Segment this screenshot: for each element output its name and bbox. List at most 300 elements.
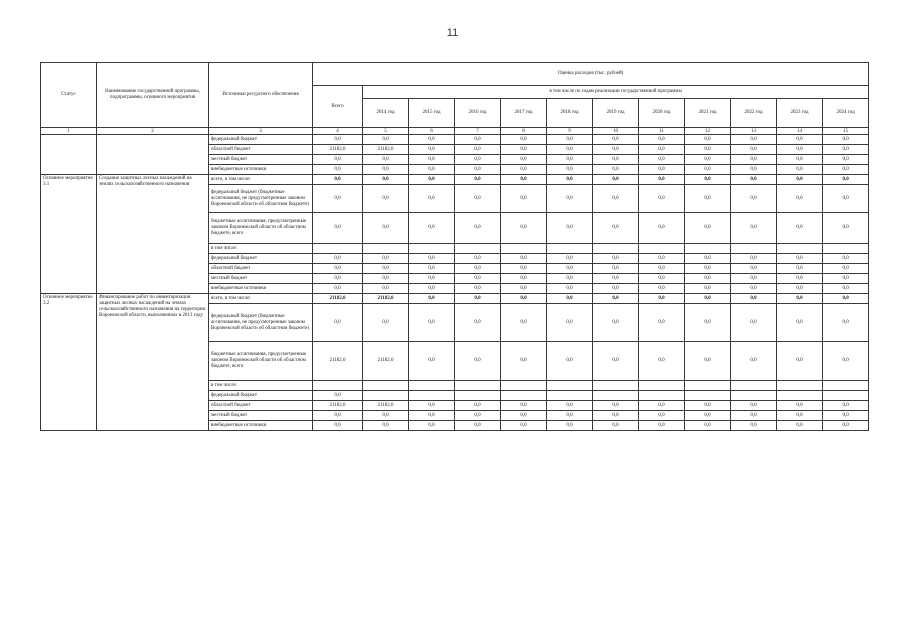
value-cell: 0,0 <box>501 401 547 411</box>
value-cell: 0,0 <box>823 155 869 165</box>
header-year: 2015 год <box>409 99 455 128</box>
value-cell: 0,0 <box>639 421 685 431</box>
value-cell: 0,0 <box>455 274 501 284</box>
value-cell: 0,0 <box>313 264 363 274</box>
value-cell: 0,0 <box>593 155 639 165</box>
value-cell <box>685 244 731 254</box>
value-cell: 0,0 <box>593 145 639 155</box>
value-cell: 0,0 <box>409 155 455 165</box>
value-cell: 0,0 <box>409 254 455 264</box>
source-cell: областной бюджет <box>209 401 313 411</box>
value-cell: 21182,0 <box>313 145 363 155</box>
value-cell: 0,0 <box>593 175 639 185</box>
value-cell: 0,0 <box>685 155 731 165</box>
value-cell: 0,0 <box>639 264 685 274</box>
value-cell: 0,0 <box>409 213 455 244</box>
value-cell: 0,0 <box>501 254 547 264</box>
value-cell: 0,0 <box>777 185 823 213</box>
value-cell: 0,0 <box>685 274 731 284</box>
value-cell: 0,0 <box>639 294 685 304</box>
table-row <box>41 294 869 304</box>
value-cell <box>639 381 685 391</box>
value-cell: 0,0 <box>363 213 409 244</box>
value-cell: 0,0 <box>823 421 869 431</box>
value-cell: 0,0 <box>777 175 823 185</box>
value-cell: 0,0 <box>823 145 869 155</box>
value-cell: 0,0 <box>501 304 547 342</box>
value-cell: 0,0 <box>313 213 363 244</box>
value-cell: 0,0 <box>823 284 869 294</box>
value-cell: 0,0 <box>823 304 869 342</box>
value-cell <box>823 391 869 401</box>
value-cell: 0,0 <box>455 213 501 244</box>
value-cell: 0,0 <box>501 421 547 431</box>
value-cell: 0,0 <box>593 284 639 294</box>
value-cell: 0,0 <box>823 264 869 274</box>
value-cell <box>313 244 363 254</box>
program-name-cell: Финансирование работ по инвентаризации защитных лесных насаждений на землях сельскохозяйственного назначения на территории Воронежской области, выполненных в 2013 году <box>97 294 209 431</box>
source-cell: в том числе: <box>209 244 313 254</box>
source-cell: внебюджетные источники <box>209 165 313 175</box>
value-cell: 0,0 <box>685 165 731 175</box>
value-cell <box>547 381 593 391</box>
value-cell <box>409 381 455 391</box>
value-cell: 0,0 <box>731 421 777 431</box>
value-cell <box>547 391 593 401</box>
source-cell: федеральный бюджет (бюджетные ассигнования, не предусмотренные законом Воронежской области об областном бюджете) <box>209 304 313 342</box>
value-cell <box>593 391 639 401</box>
column-number: 7 <box>455 128 501 135</box>
header-source: Источники ресурсного обеспечения <box>209 63 313 128</box>
value-cell: 0,0 <box>639 254 685 264</box>
value-cell: 0,0 <box>363 165 409 175</box>
value-cell <box>547 244 593 254</box>
value-cell: 0,0 <box>501 411 547 421</box>
value-cell: 0,0 <box>593 401 639 411</box>
value-cell <box>639 244 685 254</box>
value-cell: 0,0 <box>823 135 869 145</box>
header-year: 2014 год <box>363 99 409 128</box>
value-cell: 0,0 <box>455 284 501 294</box>
value-cell: 0,0 <box>313 284 363 294</box>
value-cell <box>501 381 547 391</box>
value-cell: 0,0 <box>777 165 823 175</box>
value-cell: 0,0 <box>593 165 639 175</box>
value-cell: 0,0 <box>639 145 685 155</box>
value-cell: 0,0 <box>363 264 409 274</box>
value-cell: 0,0 <box>547 342 593 381</box>
value-cell: 0,0 <box>639 213 685 244</box>
column-number: 4 <box>313 128 363 135</box>
value-cell: 0,0 <box>685 284 731 294</box>
value-cell: 0,0 <box>313 304 363 342</box>
header-year: 2024 год <box>823 99 869 128</box>
value-cell: 0,0 <box>547 135 593 145</box>
value-cell: 0,0 <box>777 155 823 165</box>
value-cell: 0,0 <box>363 185 409 213</box>
value-cell: 0,0 <box>593 213 639 244</box>
source-cell: федеральный бюджет <box>209 254 313 264</box>
value-cell: 0,0 <box>639 185 685 213</box>
value-cell <box>685 381 731 391</box>
value-cell: 0,0 <box>363 135 409 145</box>
value-cell: 0,0 <box>547 411 593 421</box>
header-year: 2020 год <box>639 99 685 128</box>
value-cell: 0,0 <box>547 264 593 274</box>
column-number: 6 <box>409 128 455 135</box>
value-cell: 21182,0 <box>363 145 409 155</box>
value-cell: 0,0 <box>639 274 685 284</box>
value-cell: 0,0 <box>501 155 547 165</box>
value-cell: 0,0 <box>547 185 593 213</box>
value-cell <box>685 391 731 401</box>
value-cell: 0,0 <box>777 421 823 431</box>
value-cell: 0,0 <box>547 213 593 244</box>
source-cell: федеральный бюджет <box>209 135 313 145</box>
value-cell: 0,0 <box>547 294 593 304</box>
value-cell: 0,0 <box>639 342 685 381</box>
program-name-cell: Создание защитных лесных насаждений на землях сельскохозяйственного назначения <box>97 175 209 294</box>
value-cell: 0,0 <box>455 264 501 274</box>
value-cell: 0,0 <box>409 304 455 342</box>
program-name-cell <box>97 135 209 175</box>
value-cell: 0,0 <box>777 411 823 421</box>
value-cell <box>777 381 823 391</box>
value-cell: 0,0 <box>501 274 547 284</box>
value-cell: 0,0 <box>409 264 455 274</box>
value-cell: 0,0 <box>731 264 777 274</box>
value-cell: 0,0 <box>639 155 685 165</box>
value-cell: 0,0 <box>777 254 823 264</box>
value-cell: 0,0 <box>363 175 409 185</box>
value-cell: 0,0 <box>313 254 363 264</box>
value-cell: 0,0 <box>639 284 685 294</box>
value-cell: 0,0 <box>777 294 823 304</box>
value-cell: 0,0 <box>777 342 823 381</box>
value-cell: 0,0 <box>685 185 731 213</box>
value-cell: 0,0 <box>409 165 455 175</box>
value-cell: 0,0 <box>639 165 685 175</box>
value-cell: 0,0 <box>823 294 869 304</box>
column-number: 14 <box>777 128 823 135</box>
value-cell <box>363 391 409 401</box>
value-cell: 0,0 <box>547 155 593 165</box>
status-cell: Основное мероприятие 3.2 <box>41 294 97 431</box>
value-cell: 0,0 <box>501 342 547 381</box>
value-cell: 0,0 <box>685 175 731 185</box>
value-cell: 0,0 <box>363 304 409 342</box>
source-cell: федеральный бюджет (бюджетные ассигнования, не предусмотренные законом Воронежской области об областном бюджете) <box>209 185 313 213</box>
value-cell: 0,0 <box>313 175 363 185</box>
value-cell: 0,0 <box>455 411 501 421</box>
value-cell: 0,0 <box>823 401 869 411</box>
value-cell: 0,0 <box>409 185 455 213</box>
value-cell: 0,0 <box>547 304 593 342</box>
source-cell: внебюджетные источники <box>209 284 313 294</box>
value-cell <box>731 244 777 254</box>
value-cell: 0,0 <box>823 254 869 264</box>
column-number: 2 <box>97 128 209 135</box>
value-cell: 0,0 <box>547 165 593 175</box>
value-cell: 0,0 <box>823 165 869 175</box>
value-cell: 0,0 <box>313 155 363 165</box>
value-cell: 0,0 <box>455 421 501 431</box>
value-cell <box>455 391 501 401</box>
value-cell <box>777 244 823 254</box>
value-cell: 0,0 <box>363 254 409 264</box>
value-cell: 0,0 <box>593 135 639 145</box>
value-cell: 0,0 <box>409 274 455 284</box>
value-cell: 0,0 <box>593 421 639 431</box>
value-cell: 0,0 <box>823 175 869 185</box>
value-cell <box>363 381 409 391</box>
column-number: 15 <box>823 128 869 135</box>
column-number: 3 <box>209 128 313 135</box>
column-number: 9 <box>547 128 593 135</box>
value-cell <box>409 244 455 254</box>
value-cell: 0,0 <box>731 284 777 294</box>
value-cell: 0,0 <box>409 284 455 294</box>
value-cell: 0,0 <box>547 254 593 264</box>
column-number: 1 <box>41 128 97 135</box>
value-cell: 0,0 <box>639 135 685 145</box>
value-cell: 0,0 <box>455 135 501 145</box>
value-cell: 0,0 <box>409 175 455 185</box>
value-cell: 0,0 <box>501 175 547 185</box>
value-cell: 0,0 <box>593 185 639 213</box>
value-cell: 0,0 <box>593 254 639 264</box>
value-cell: 21182,0 <box>363 342 409 381</box>
value-cell: 0,0 <box>313 135 363 145</box>
value-cell: 0,0 <box>731 411 777 421</box>
value-cell: 0,0 <box>731 401 777 411</box>
value-cell: 0,0 <box>685 401 731 411</box>
header-year: 2021 год <box>685 99 731 128</box>
value-cell: 0,0 <box>363 421 409 431</box>
value-cell: 0,0 <box>501 135 547 145</box>
value-cell: 0,0 <box>777 401 823 411</box>
value-cell: 0,0 <box>731 274 777 284</box>
value-cell: 0,0 <box>409 294 455 304</box>
value-cell: 0,0 <box>731 175 777 185</box>
value-cell <box>501 244 547 254</box>
value-cell <box>823 381 869 391</box>
value-cell: 0,0 <box>777 284 823 294</box>
value-cell <box>313 381 363 391</box>
value-cell: 0,0 <box>501 165 547 175</box>
value-cell: 0,0 <box>455 294 501 304</box>
header-year: 2023 год <box>777 99 823 128</box>
value-cell: 0,0 <box>547 421 593 431</box>
value-cell: 0,0 <box>777 304 823 342</box>
value-cell: 0,0 <box>313 391 363 401</box>
value-cell: 0,0 <box>685 213 731 244</box>
value-cell: 0,0 <box>455 175 501 185</box>
value-cell: 0,0 <box>455 401 501 411</box>
value-cell <box>731 381 777 391</box>
value-cell <box>363 244 409 254</box>
column-number: 13 <box>731 128 777 135</box>
value-cell: 0,0 <box>593 411 639 421</box>
value-cell: 0,0 <box>731 304 777 342</box>
header-year: 2018 год <box>547 99 593 128</box>
budget-table <box>40 62 869 431</box>
column-number: 10 <box>593 128 639 135</box>
value-cell: 0,0 <box>455 304 501 342</box>
table-row <box>41 135 869 145</box>
value-cell: 0,0 <box>455 165 501 175</box>
value-cell: 0,0 <box>501 294 547 304</box>
value-cell: 0,0 <box>731 294 777 304</box>
page-number: 11 <box>446 27 459 39</box>
value-cell: 0,0 <box>409 342 455 381</box>
value-cell: 0,0 <box>823 185 869 213</box>
value-cell: 21182,0 <box>363 294 409 304</box>
value-cell: 0,0 <box>731 145 777 155</box>
source-cell: всего, в том числе: <box>209 175 313 185</box>
source-cell: всего, в том числе: <box>209 294 313 304</box>
header-year: 2016 год <box>455 99 501 128</box>
value-cell: 0,0 <box>547 145 593 155</box>
value-cell <box>409 391 455 401</box>
value-cell: 21182,0 <box>313 401 363 411</box>
value-cell <box>455 244 501 254</box>
source-cell: бюджетные ассигнования, предусмотренные законом Воронежской области об областном бюджете, всего <box>209 342 313 381</box>
value-cell: 0,0 <box>409 401 455 411</box>
column-number: 8 <box>501 128 547 135</box>
value-cell <box>593 244 639 254</box>
value-cell <box>823 244 869 254</box>
header-total: Всего <box>313 86 363 128</box>
value-cell: 0,0 <box>685 264 731 274</box>
value-cell: 21182,0 <box>363 401 409 411</box>
source-cell: бюджетные ассигнования, предусмотренные законом Воронежской области об областном бюджете, всего <box>209 213 313 244</box>
value-cell: 0,0 <box>823 342 869 381</box>
value-cell: 0,0 <box>685 145 731 155</box>
value-cell: 0,0 <box>501 185 547 213</box>
value-cell: 0,0 <box>409 135 455 145</box>
column-number: 12 <box>685 128 731 135</box>
value-cell <box>731 391 777 401</box>
source-cell: федеральный бюджет <box>209 391 313 401</box>
value-cell: 0,0 <box>313 274 363 284</box>
value-cell: 0,0 <box>823 213 869 244</box>
value-cell: 0,0 <box>593 294 639 304</box>
value-cell: 0,0 <box>501 145 547 155</box>
value-cell: 0,0 <box>313 185 363 213</box>
header-in-years: в том числе по годам реализации государственной программы <box>363 86 869 99</box>
value-cell: 0,0 <box>639 401 685 411</box>
status-cell <box>41 135 97 175</box>
value-cell: 0,0 <box>823 274 869 284</box>
value-cell: 0,0 <box>593 264 639 274</box>
value-cell: 0,0 <box>639 175 685 185</box>
value-cell: 0,0 <box>363 274 409 284</box>
value-cell <box>501 391 547 401</box>
value-cell: 0,0 <box>501 284 547 294</box>
value-cell: 0,0 <box>777 264 823 274</box>
source-cell: местный бюджет <box>209 274 313 284</box>
value-cell: 0,0 <box>639 304 685 342</box>
value-cell: 0,0 <box>823 411 869 421</box>
value-cell: 0,0 <box>685 421 731 431</box>
value-cell: 0,0 <box>731 155 777 165</box>
value-cell: 21182,0 <box>313 342 363 381</box>
value-cell: 0,0 <box>777 274 823 284</box>
value-cell: 0,0 <box>593 274 639 284</box>
value-cell: 0,0 <box>731 213 777 244</box>
value-cell: 0,0 <box>547 284 593 294</box>
value-cell: 0,0 <box>777 145 823 155</box>
table-row <box>41 175 869 185</box>
value-cell: 0,0 <box>685 411 731 421</box>
value-cell: 0,0 <box>777 213 823 244</box>
value-cell: 0,0 <box>547 274 593 284</box>
value-cell: 0,0 <box>409 411 455 421</box>
source-cell: местный бюджет <box>209 155 313 165</box>
value-cell: 0,0 <box>685 304 731 342</box>
value-cell: 0,0 <box>731 165 777 175</box>
column-number: 11 <box>639 128 685 135</box>
value-cell: 0,0 <box>731 185 777 213</box>
header-status: Статус <box>41 63 97 128</box>
source-cell: областной бюджет <box>209 145 313 155</box>
value-cell: 0,0 <box>313 165 363 175</box>
header-program-name: Наименование государственной программы, подпрограммы, основного мероприятия <box>97 63 209 128</box>
value-cell: 0,0 <box>593 342 639 381</box>
value-cell: 0,0 <box>455 145 501 155</box>
value-cell: 21182,0 <box>313 294 363 304</box>
value-cell: 0,0 <box>455 342 501 381</box>
value-cell: 0,0 <box>731 254 777 264</box>
value-cell: 0,0 <box>455 254 501 264</box>
value-cell <box>455 381 501 391</box>
value-cell: 0,0 <box>777 135 823 145</box>
value-cell: 0,0 <box>731 135 777 145</box>
source-cell: областной бюджет <box>209 264 313 274</box>
value-cell: 0,0 <box>593 304 639 342</box>
value-cell: 0,0 <box>685 254 731 264</box>
value-cell: 0,0 <box>363 155 409 165</box>
value-cell: 0,0 <box>685 135 731 145</box>
value-cell: 0,0 <box>547 175 593 185</box>
value-cell: 0,0 <box>685 294 731 304</box>
value-cell <box>639 391 685 401</box>
header-estimate: Оценка расходов (тыс. рублей) <box>313 63 869 86</box>
status-cell: Основное мероприятие 3.1 <box>41 175 97 294</box>
value-cell: 0,0 <box>685 342 731 381</box>
value-cell: 0,0 <box>731 342 777 381</box>
header-year: 2019 год <box>593 99 639 128</box>
header-year: 2017 год <box>501 99 547 128</box>
source-cell: в том числе: <box>209 381 313 391</box>
value-cell: 0,0 <box>409 421 455 431</box>
value-cell: 0,0 <box>363 284 409 294</box>
value-cell: 0,0 <box>409 145 455 155</box>
value-cell: 0,0 <box>639 411 685 421</box>
value-cell: 0,0 <box>501 213 547 244</box>
value-cell: 0,0 <box>313 411 363 421</box>
value-cell: 0,0 <box>313 421 363 431</box>
value-cell: 0,0 <box>501 264 547 274</box>
value-cell <box>777 391 823 401</box>
value-cell: 0,0 <box>547 401 593 411</box>
source-cell: внебюджетные источники <box>209 421 313 431</box>
value-cell: 0,0 <box>455 155 501 165</box>
header-year: 2022 год <box>731 99 777 128</box>
value-cell: 0,0 <box>363 411 409 421</box>
source-cell: местный бюджет <box>209 411 313 421</box>
